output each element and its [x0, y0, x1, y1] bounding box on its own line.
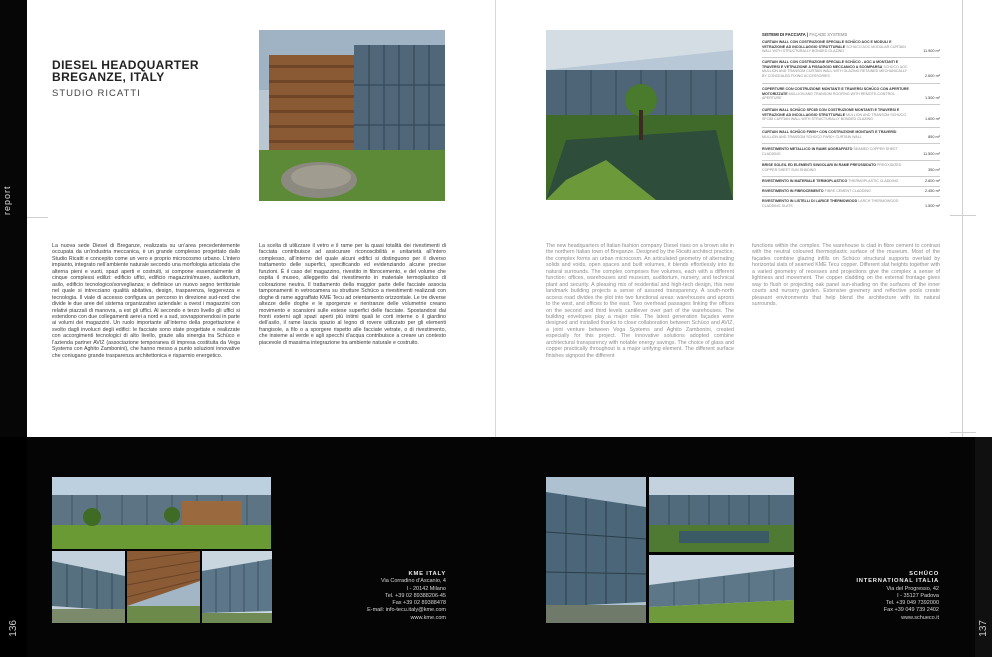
- contact-schuco: [810, 571, 939, 622]
- facade-system-item: [762, 87, 940, 101]
- photo-glass-corner-night: [546, 477, 646, 623]
- body-text-it-column-2: La scelta di utilizzare il vetro e il rame per la quasi totalità dei rivestimenti di facciata contribuisce ad assicurare riconoscibilità e unitarietà all’intero complesso, all’interno del quale alcuni edifici si distinguono per il diverso trattamento delle superfici, specificando ed evidenziando alcune precise funzioni. È il caso del magazzino, rivestito in fibrocemento, e del volume che ospita il museo, alleggerito dal rivestimento in materiale termoplastico di colorazione neutra. Il trattamento della maggior parte delle facciate associa tamponamenti in vetrocamera su strutture Schüco a rivestimenti realizzati con doghe di rame aggraffato KME Tecu ad orientamento orizzontale. Le tre diverse altezze delle doghe e le sporgenze e rientranze delle volumetrie creano movimento e scansioni sulle estese superfici delle facciate. Spostandosi dai fronti esterni agli spazi aperti più intimi quali le corti interne o il giardino dell’asilo, il rame lascia spazio al legno di rovere utilizzato per gli elementi frangisole, a filo o a sporgere rispetto alle facciate vetrate, o di rivestimento, che insieme al verde e agli specchi d’acqua contribuisce a creare un contesto piacevole di massima integrazione tra ambiente naturale e costruito.: [259, 243, 446, 346]
- photo-exterior-with-lawn: [52, 477, 271, 549]
- facade-system-item: [762, 163, 940, 172]
- photo-copper-facade-courtyard: [259, 30, 445, 201]
- contact-schuco-name-2: INTERNATIONAL ITALIA: [856, 578, 939, 585]
- facade-system-item: [762, 189, 940, 194]
- facade-system-qty: 2.600 m²: [925, 73, 940, 78]
- facade-system-divider: [762, 57, 940, 58]
- facade-system-divider: [762, 143, 940, 144]
- left-margin-rule: [27, 217, 48, 218]
- facade-system-it: BRISE SOLEIL ED ELEMENTI SINGOLARI IN RAME PREOSSIDATO: [762, 163, 877, 167]
- facade-system-en: PREOXIDIZED COPPER SHEET SUN SHADING: [762, 163, 902, 172]
- right-edge-page-fold: [962, 0, 992, 437]
- section-label: report: [2, 185, 12, 215]
- facade-system-qty: 1.500 m²: [925, 96, 940, 100]
- architect-name: STUDIO RICATTI: [52, 88, 141, 99]
- contact-kme-phone: Tel. +39 02 89388206-45: [384, 592, 446, 599]
- title-line-2: BREGANZE, ITALY: [52, 70, 165, 84]
- spread-gutter: [495, 0, 496, 437]
- photo-courtyard-pond: [546, 30, 733, 200]
- body-text-en-column-2: functions within the complex. The warehouse is clad in fibre cement to contrast with the neutral coloured thermoplastic surface of the museum. Most of the façades combine glazing infills on Schüco structural supports overlaid by horizontal slats of seamed KME Tecu copper. Different slat heights together with a varied geometry of recesses and projections give the complex a sense of lightness and movement. The copper cladding on the external frontage gives way to flush or projecting oak panel sun-shading on the surfaces of the inner courts and nursery garden. Extensive greenery and reflective pools create pleasant environments that help blend the architecture with its natural surrounds.: [752, 243, 940, 308]
- facade-system-en: MULLION AND TRANSOM SCHÜCO SFC85 CURTAIN WALL WITH STRUCTURALLY BONDED GLAZING: [762, 112, 906, 121]
- facade-system-en: LARCH THERMOWOOD CLADDING SLATS: [762, 199, 899, 208]
- facade-system-item: [762, 147, 940, 156]
- facade-system-qty: 11.500 m²: [923, 151, 940, 156]
- contact-kme-name: KME ITALY: [408, 571, 446, 577]
- contact-kme-fax: Fax +39 02 89388478: [392, 600, 446, 607]
- facade-system-item: [762, 40, 940, 54]
- photo-building-angle: [52, 551, 125, 623]
- facade-system-it: RIVESTIMENTO IN FIBROCEMENTO: [762, 189, 824, 193]
- facade-system-qty: 11.900 m²: [923, 49, 940, 53]
- facade-system-item: [762, 199, 940, 208]
- facade-system-it: COPERTURE CON COSTRUZIONE MONTANTI E TRAVERSI SCHÜCO CON APERTURE MOTORIZZATE: [762, 87, 909, 96]
- contact-schuco-address: Via del Progresso, 42: [886, 585, 939, 592]
- facade-systems-title-it: SISTEMI DI FACCIATA: [762, 32, 806, 37]
- facade-system-it: RIVESTIMENTO METALLICO IN RAME AGGRAFFATO: [762, 147, 853, 151]
- facade-system-it: CURTAIN WALL CON COSTRUZIONE SPECIALE SCHÜCO AOC E MODULI E VETRAZIONE AD INCOLLAGGIO STRUTTURALE: [762, 40, 892, 49]
- facade-system-qty: 2.600 m²: [925, 179, 940, 183]
- facade-system-en: MULLION AND TRANSOM ROOFING WITH REMOTE-CONTROL APERTURE: [762, 91, 895, 100]
- contact-kme-email[interactable]: E-mail: info-tecu.italy@kme.com: [367, 607, 446, 614]
- facade-system-qty: 1.500 m²: [925, 203, 940, 208]
- facade-system-qty: 1.600 m²: [925, 117, 940, 121]
- contact-schuco-city: I - 35127 Padova: [897, 592, 939, 599]
- right-margin-rule: [950, 215, 976, 216]
- contact-schuco-phone: Tel. +39 049 7392000: [885, 600, 939, 607]
- facade-system-it: CURTAIN WALL SCHÜCO FW50+ CON COSTRUZIONE MONTANTI E TRAVERSI: [762, 130, 897, 134]
- facade-system-it: RIVESTIMENTO IN LISTELLI DI LARICE THERMOWOOD: [762, 199, 858, 203]
- facade-system-item: [762, 179, 940, 184]
- body-text-en-column-1: The new headquarters of Italian fashion company Diesel rises on a brown site in the northern Italian town of Breganze. Designed by the Ricatti architect practice, the complex forms an urban microcosm. An articulated geometry of alternating solids and voids, open spaces and built volumes, it blends effortlessly into its natural surrounds. The complex comprises five volumes, each with a different function: offices, warehouses and museum, auditorium, nursery, and technical plant and security. A pleasing mix of residential and high-tech design, this new landmark building projects a sense of assured transparency. A south-north access road divides the plot into two functional areas: warehouses and aprons to the west, and offices to the east. Two overhead passages linking the offices on the second and third levels cantilever over part of the warehouses. The building envelopes play a major role. The latest generation façades were designed and installed thanks to close collaboration between Schüco and AVIZ, a joint venture between Vega Systems and Aghito Zambonini, created especially for this project. The innovative solutions adopted combine architectural transparency with notable energy savings. The choice of glass and copper practically throughout is a major unifying element. The different surface finishes signpost the different: [546, 243, 734, 359]
- photo-warehouse-exterior: [649, 555, 794, 623]
- contact-kme-address: Via Corradino d’Ascanio, 4: [380, 578, 446, 585]
- contact-schuco-name: SCHÜCO: [909, 571, 939, 577]
- facade-system-qty: 2.450 m²: [925, 189, 940, 193]
- facade-system-item: [762, 108, 940, 122]
- facade-system-en: MULLION AND TRANSOM SCHÜCO FW50+ CURTAIN WALL: [762, 134, 862, 139]
- facade-system-item: [762, 60, 940, 78]
- facade-system-item: [762, 130, 940, 139]
- contact-schuco-website[interactable]: www.schueco.it: [901, 614, 939, 621]
- facade-system-en: THERMOPLASTIC CLADDING: [848, 179, 899, 183]
- facade-system-en: FIBRE CEMENT CLADDING: [824, 189, 871, 193]
- facade-system-divider: [762, 104, 940, 105]
- photo-courtyard-water: [649, 477, 794, 552]
- facade-system-qty: 350 m²: [928, 167, 940, 172]
- facade-systems-heading: SISTEMI DI FACCIATA | FAÇADE SYSTEMS: [762, 32, 848, 37]
- facade-system-divider: [762, 127, 940, 128]
- facade-system-divider: [762, 186, 940, 187]
- facade-system-divider: [762, 196, 940, 197]
- facade-system-divider: [762, 176, 940, 177]
- contact-kme-city: I - 20142 Milano: [406, 585, 446, 592]
- photo-glass-facade: [202, 551, 272, 623]
- right-margin-rule-lower: [950, 432, 976, 433]
- facade-system-it: RIVESTIMENTO IN MATERIALE TERMOPLASTICO: [762, 179, 848, 183]
- facade-systems-title-en: FAÇADE SYSTEMS: [809, 32, 848, 37]
- body-text-it-column-1: La nuova sede Diesel di Breganze, realizzata su un’area precedentemente occupata da un’industria meccanica, è un grande complesso progettato dallo Studio Ricatti e concepito come un vero e proprio microcosmo urbano. L’intero impianto, integrato nell’ambiente naturale secondo una morfologia articolata che alterna pieni e vuoti, spazi aperti e costruiti, si compone essenzialmente di cinque complessi edilizi: edificio uffici, edificio magazzini/museo, auditorium, asilo, edificio tecnologico/sorveglianza; e definisce un nuovo segno territoriale nel quale si intrecciano qualità abitativa, design, trasparenza, leggerezza e tecnologia. Il viale di accesso configura un percorso in direzione sud-nord che divide le due aree del sistema organizzativo aziendale: a ovest i magazzini con relativi piazzali di manovra, a est gli uffici. Al secondo e terzo livello gli uffici si estendono con due collegamenti aerei a nord e a sud, sovrapponendosi in parte ai volumi dei magazzini. Un ruolo importante all’interno della progettazione è svolto dagli involucri degli edifici: le facciate sono state progettate e realizzate con accorgimenti tecnologici di alto livello, grazie alla sinergia tra Schüco e l’azienda partner AVIZ (associazione temporanea di impresa costituita da Vega Systems con Aghito Zambonini), che hanno messo a punto soluzioni innovative che coniugano grande trasparenza architettonica e risparmio energetico.: [52, 243, 240, 359]
- facade-system-qty: 850 m²: [928, 134, 940, 139]
- page-number-left: 136: [8, 620, 19, 637]
- contact-schuco-fax: Fax +39 049 739 2402: [883, 607, 939, 614]
- photo-copper-slats: [127, 551, 200, 623]
- facade-system-it: CURTAIN WALL CON COSTRUZIONE SPECIALE SCHÜCO - AOC A MONTANTI E TRAVERSI E VETRAZIONE A FISSAGGIO MECCANICO A SCOMPARSA: [762, 60, 899, 69]
- facade-system-en: SEAMED COPPER SHEET CLADDING: [762, 147, 898, 156]
- article-title: [52, 59, 242, 83]
- facade-system-divider: [762, 160, 940, 161]
- contact-kme-website[interactable]: www.kme.com: [410, 614, 446, 621]
- facade-system-en: SCHÜCO AOC MODULAR CURTAIN WALL WITH STRUCTURALLY BONDED GLAZING: [762, 44, 906, 53]
- page-number-right: 137: [978, 620, 989, 637]
- facade-system-en: SCHÜCO AOC MULLION AND TRANSOM CURTAIN WALL WITH GLAZING RETAINED MECHANICALLY BY CONCEALED FIXING ACCESSORIES: [762, 64, 908, 78]
- contact-kme: [320, 571, 446, 622]
- title-line-1: DIESEL HEADQUARTER: [52, 58, 199, 72]
- facade-system-divider: [762, 83, 940, 84]
- facade-system-it: CURTAIN WALL SCHÜCO SFC85 CON COSTRUZIONE MONTANTI E TRAVERSI E VETRAZIONE AD INCOLLAGGIO STRUTTURALE: [762, 108, 900, 117]
